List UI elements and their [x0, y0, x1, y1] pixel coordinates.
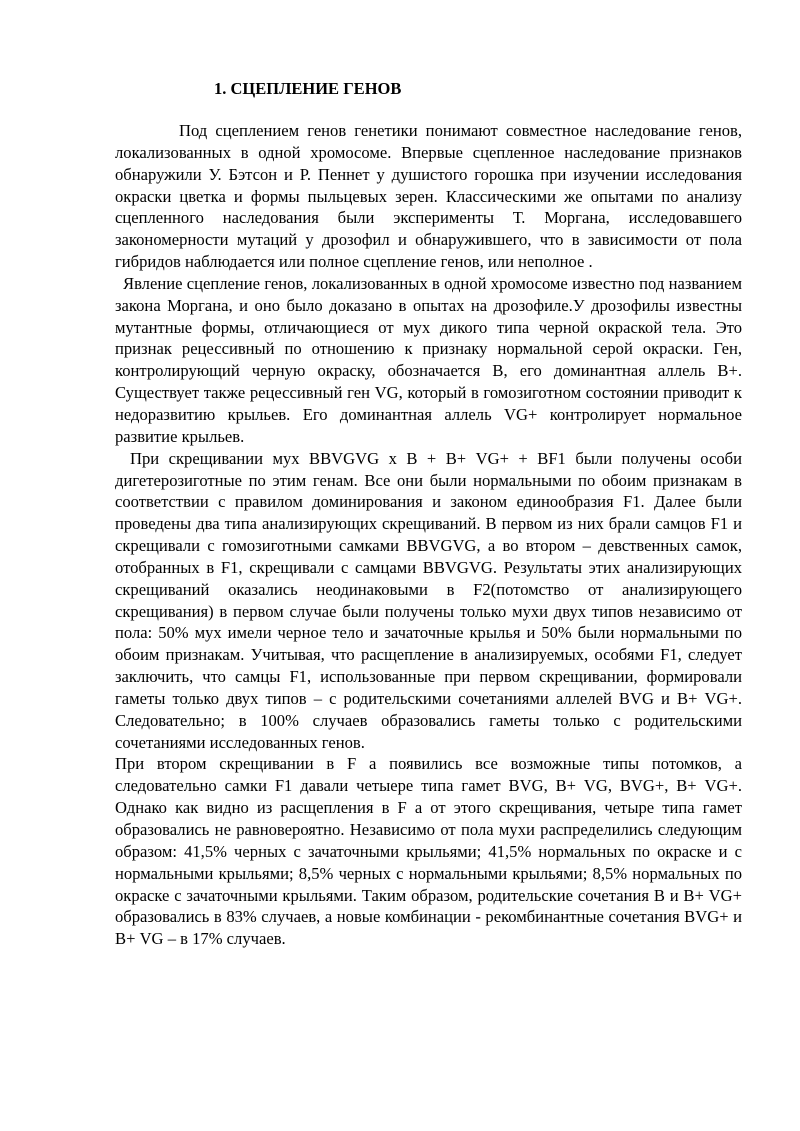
paragraph-first-cross: При скрещивании мух BBVGVG х В + В+ VG+ + BF1 были получены особи дигетерозиготные по этим генам. Все они были нормальными по обоим признакам в соответствии с правилом доминирования и законом единообразия F1. Далее были проведены два типа анализирующих скрещиваний. В первом из них брали самцов F1 и скрещивали с гомозиготными самками BBVGVG, а во втором – девственных самок, отобранных в F1, скрещивали с самцами BBVGVG. Результаты этих анализирующих скрещиваний оказались неодинаковыми в F2(потомство от анализирующего скрещивания) в первом случае были получены только мухи двух типов независимо от пола: 50% мух имели черное тело и зачаточные крылья и 50% были нормальными по обоим признакам. Учитывая, что расщепление в анализируемых, особями F1, следует заключить, что самцы F1, использованные при первом скрещивании, формировали гаметы только двух типов – с родительскими сочетаниями аллелей BVG и В+ VG+. Следовательно; в 100% случаев образовались гаметы только с родительскими сочетаниями исследованных генов. — [115, 448, 742, 752]
paragraph-intro: Под сцеплением генов генетики понимают совместное наследование генов, локализованных в одной хромосоме. Впервые сцепленное наследование признаков обнаружили У. Бэтсон и Р. Пеннет у душистого горошка при изучении исследования окраски цветка и формы пыльцевых зерен. Классическими же опытами по анализу сцепленного наследования были эксперименты Т. Моргана, исследовавшего закономерности мутаций у дрозофил и обнаружившего, что в зависимости от пола гибридов наблюдается или полное сцепление генов, или неполное . — [115, 121, 742, 272]
section-heading: 1. СЦЕПЛЕНИЕ ГЕНОВ — [214, 79, 402, 98]
document-body — [115, 120, 742, 950]
paragraph-morgan-law: Явление сцепление генов, локализованных в одной хромосоме известно под названием закона Моргана, и оно было доказано в опытах на дрозофиле.У дрозофилы известны мутантные формы, отличающиеся от мух дикого типа черной окраской тела. Это признак рецессивный по отношению к признаку нормальной серой окраски. Ген, контролирующий черную окраску, обозначается В, его доминантная аллель В+. Существует также рецессивный ген VG, который в гомозиготном состоянии приводит к недоразвитию крыльев. Его доминантная аллель VG+ контролирует нормальное развитие крыльев. — [115, 273, 742, 446]
paragraph-second-cross: При втором скрещивании в F а появились все возможные типы потомков, а следовательно самки F1 давали четыере типа гамет BVG, В+ VG, BVG+, В+ VG+. Однако как видно из расщепления в F а от этого скрещивания, четыре типа гамет образовались не равновероятно. Независимо от пола мухи распределились следующим образом: 41,5% черных с зачаточными крыльями; 41,5% нормальных по окраске и с нормальными крыльями; 8,5% черных с нормальными крыльями; 8,5% нормальных по окраске с зачаточными крыльями. Таким образом, родительские сочетания В и В+ VG+ образовались в 83% случаев, а новые комбинации - рекомбинантные сочетания BVG+ и В+ VG – в 17% случаев. — [115, 754, 742, 949]
